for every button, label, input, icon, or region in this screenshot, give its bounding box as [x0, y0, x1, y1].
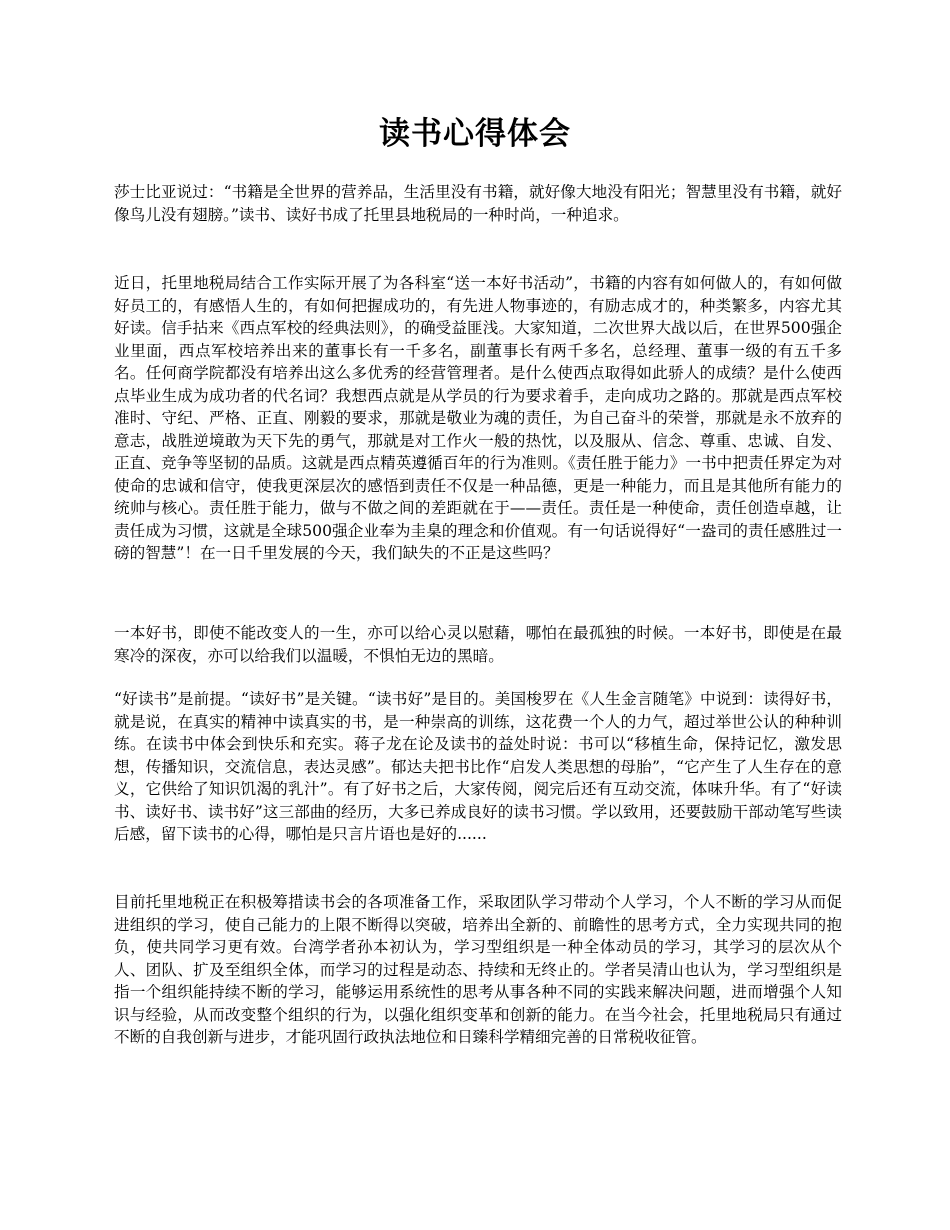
paragraph-4: “好读书”是前提。“读好书”是关键。“读书好”是目的。美国梭罗在《人生金言随笔》中说到：读得好书，就是说，在真实的精神中读真实的书，是一种崇高的训练，这花费一个人的力气，超过举世公认的种种训练。在读书中体会到快乐和充实。蒋子龙在论及读书的益处时说：书可以“移植生命，保持记忆，激发思想，传播知识，交流信息，表达灵感”。郁达夫把书比作“启发人类思想的母胎”，“它产生了人生存在的意义，它供给了知识饥渴的乳汁”。有了好书之后，大家传阅，阅完后还有互动交流，体味升华。有了“好读书、读好书、读书好”这三部曲的经历，大多已养成良好的读书习惯。学以致用，还要鼓励干部动笔写些读后感，留下读书的心得，哪怕是只言片语也是好的......	[114, 690, 842, 843]
paragraph-3: 一本好书，即使不能改变人的一生，亦可以给心灵以慰藉，哪怕在最孤独的时候。一本好书，即使是在最寒冷的深夜，亦可以给我们以温暖，不惧怕无边的黑暗。	[114, 624, 842, 665]
paragraph-2: 近日，托里地税局结合工作实际开展了为各科室“送一本好书活动”，书籍的内容有如何做人的，有如何做好员工的，有感悟人生的，有如何把握成功的，有先进人物事迹的，有励志成才的，种类繁多，内容尤其好读。信手拈来《西点军校的经典法则》，的确受益匪浅。大家知道，二次世界大战以后，在世界500强企业里面，西点军校培养出来的董事长有一千多名，副董事长有两千多名，总经理、董事一级的有五千多名。任何商学院都没有培养出这么多优秀的经营管理者。是什么使西点取得如此骄人的成绩？是什么使西点毕业生成为成功者的代名词？我想西点就是从学员的行为要求着手，走向成功之路的。那就是西点军校准时、守纪、严格、正直、刚毅的要求，那就是敬业为魂的责任，为自己奋斗的荣誉，那就是永不放弃的意志，战胜逆境敢为天下先的勇气，那就是对工作火一般的热忱，以及服从、信念、尊重、忠诚、自发、正直、竞争等坚韧的品质。这就是西点精英遵循百年的行为准则。《责任胜于能力》一书中把责任界定为对使命的忠诚和信守，使我更深层次的感悟到责任不仅是一种品德，更是一种能力，而且是其他所有能力的统帅与核心。责任胜于能力，做与不做之间的差距就在于——责任。责任是一种使命，责任创造卓越，让责任成为习惯，这就是全球500强企业奉为圭臬的理念和价值观。有一句话说得好“一盎司的责任感胜过一磅的智慧”！在一日千里发展的今天，我们缺失的不正是这些吗？	[114, 274, 842, 562]
paragraph-1: 莎士比亚说过：“书籍是全世界的营养品，生活里没有书籍，就好像大地没有阳光；智慧里没有书籍，就好像鸟儿没有翅膀。”读书、读好书成了托里县地税局的一种时尚，一种追求。	[114, 183, 842, 224]
document-title: 读书心得体会	[379, 116, 571, 152]
paragraph-5: 目前托里地税正在积极筹措读书会的各项准备工作，采取团队学习带动个人学习，个人不断的学习从而促进组织的学习，使自己能力的上限不断得以突破，培养出全新的、前瞻性的思考方式，全力实现共同的抱负，使共同学习更有效。台湾学者孙本初认为，学习型组织是一种全体动员的学习，其学习的层次从个人、团队、扩及至组织全体，而学习的过程是动态、持续和无终止的。学者吴清山也认为，学习型组织是指一个组织能持续不断的学习，能够运用系统性的思考从事各种不同的实践来解决问题，进而增强个人知识与经验，从而改变整个组织的行为，以强化组织变革和创新的能力。在当今社会，托里地税局只有通过不断的自我创新与进步，才能巩固行政执法地位和日臻科学精细完善的日常税收征管。	[114, 893, 842, 1046]
